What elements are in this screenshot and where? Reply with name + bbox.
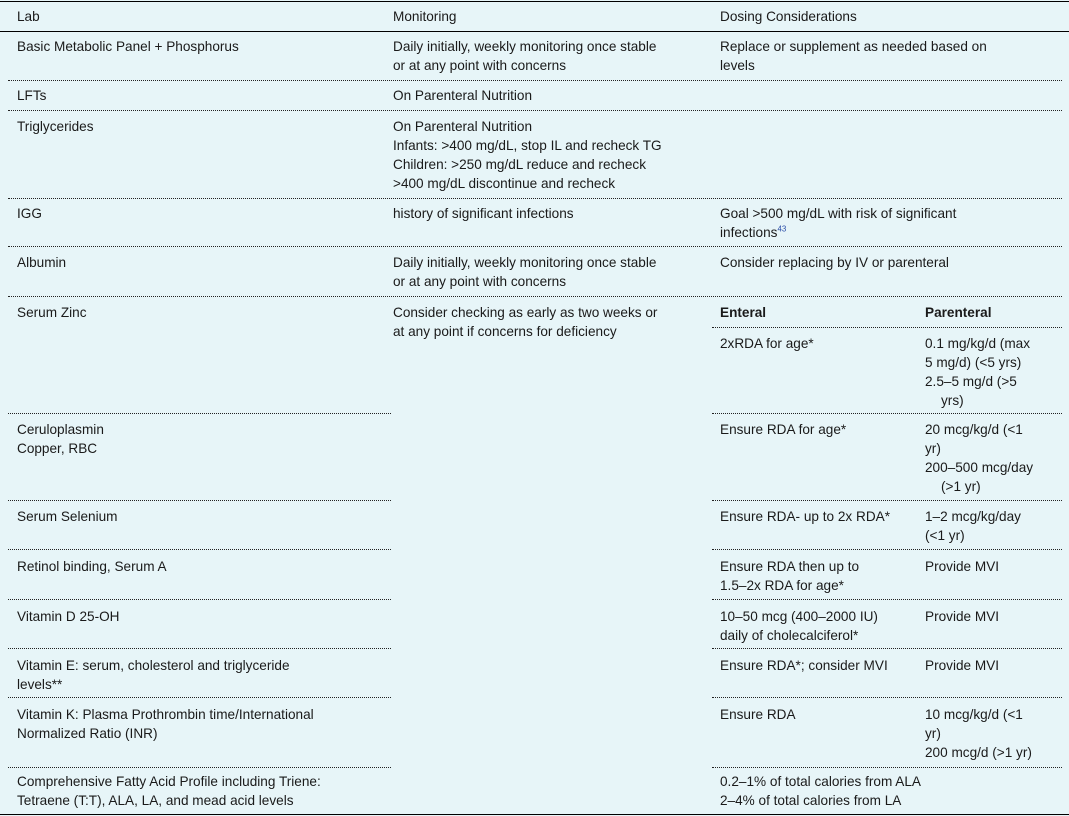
monitoring-cell: Consider checking as early as two weeks or at any point if concerns for deficiency: [393, 305, 658, 339]
row-divider: [712, 500, 1062, 501]
lab-cell: Serum Zinc: [17, 305, 87, 320]
row-divider: [712, 767, 1062, 768]
row-divider: [8, 549, 391, 550]
row-divider: [8, 767, 391, 768]
row-divider: [8, 110, 1062, 111]
header-lab: Lab: [17, 9, 40, 24]
lab-cell: Comprehensive Fatty Acid Profile including Triene: Tetraene (T:T), ALA, LA, and mead acid levels: [17, 774, 321, 808]
row-divider: [8, 296, 1062, 297]
enteral-cell: Ensure RDA: [720, 707, 796, 722]
row-divider: [712, 648, 1062, 649]
row-divider: [8, 500, 391, 501]
row-divider: [8, 413, 391, 414]
row-divider: [712, 413, 1062, 414]
enteral-cell: Ensure RDA- up to 2x RDA*: [720, 509, 890, 524]
lab-cell: Vitamin E: serum, cholesterol and triglyceride levels**: [17, 658, 290, 692]
enteral-cell: Ensure RDA*; consider MVI: [720, 658, 888, 673]
row-divider: [712, 697, 1062, 698]
dosing-cell: Consider replacing by IV or parenteral: [720, 255, 949, 270]
parenteral-cell: Provide MVI: [925, 609, 1000, 624]
row-divider: [8, 80, 1062, 81]
dosing-cell: 0.2–1% of total calories from ALA 2–4% of total calories from LA: [720, 774, 921, 808]
lab-cell: IGG: [17, 206, 42, 221]
lab-cell: Vitamin D 25-OH: [17, 609, 120, 624]
enteral-cell: 2xRDA for age*: [720, 336, 814, 351]
row-divider: [8, 648, 391, 649]
parenteral-subheader: Parenteral: [925, 305, 992, 320]
row-divider: [8, 246, 1062, 247]
lab-cell: Triglycerides: [17, 119, 94, 134]
row-divider: [712, 599, 1062, 600]
lab-cell: Vitamin K: Plasma Prothrombin time/International Normalized Ratio (INR): [17, 707, 314, 741]
monitoring-cell: On Parenteral Nutrition Infants: >400 mg/dL, stop IL and recheck TG Children: >250 mg/dL reduce and recheck >400 mg/dL discontinue and recheck: [393, 119, 662, 191]
parenteral-cell: 1–2 mcg/kg/day (<1 yr): [925, 509, 1021, 543]
row-divider: [8, 697, 391, 698]
table-top-rule: [0, 1, 1069, 2]
monitoring-cell: Daily initially, weekly monitoring once stable or at any point with concerns: [393, 39, 657, 73]
dosing-cell: Replace or supplement as needed based on levels: [720, 39, 987, 73]
enteral-cell: Ensure RDA then up to 1.5–2x RDA for age*: [720, 559, 860, 593]
enteral-cell: Ensure RDA for age*: [720, 422, 847, 437]
parenteral-cell: 10 mcg/kg/d (<1 yr) 200 mcg/d (>1 yr): [925, 707, 1032, 760]
lab-cell: Basic Metabolic Panel + Phosphorus: [17, 39, 239, 54]
monitoring-cell: On Parenteral Nutrition: [393, 88, 533, 103]
lab-cell: Ceruloplasmin Copper, RBC: [17, 422, 104, 456]
lab-cell: LFTs: [17, 88, 47, 103]
row-divider: [712, 549, 1062, 550]
monitoring-cell: history of significant infections: [393, 206, 574, 221]
parenteral-cell: Provide MVI: [925, 658, 1000, 673]
header-monitoring: Monitoring: [393, 9, 457, 24]
monitoring-cell: Daily initially, weekly monitoring once stable or at any point with concerns: [393, 255, 657, 289]
enteral-subheader: Enteral: [720, 305, 767, 320]
subheader-divider: [712, 327, 1062, 328]
parenteral-cell: Provide MVI: [925, 559, 1000, 574]
reference-link[interactable]: 43: [777, 224, 787, 234]
row-divider: [8, 198, 1062, 199]
lab-cell: Serum Selenium: [17, 509, 118, 524]
lab-cell: Albumin: [17, 255, 67, 270]
header-dosing: Dosing Considerations: [720, 9, 857, 24]
dosing-cell: Goal >500 mg/dL with risk of significant infections$^{43}$: [720, 206, 957, 240]
parenteral-cell: 0.1 mg/kg/d (max 5 mg/d) (<5 yrs) 2.5–5 mg/d (>5 yrs): [925, 336, 1031, 408]
lab-cell: Retinol binding, Serum A: [17, 559, 167, 574]
row-divider: [8, 599, 391, 600]
parenteral-cell: 20 mcg/kg/d (<1 yr) 200–500 mcg/day (>1 yr): [925, 422, 1034, 494]
table-bottom-rule: [0, 814, 1069, 815]
header-rule: [0, 31, 1069, 32]
enteral-cell: 10–50 mcg (400–2000 IU) daily of cholecalciferol*: [720, 609, 878, 643]
